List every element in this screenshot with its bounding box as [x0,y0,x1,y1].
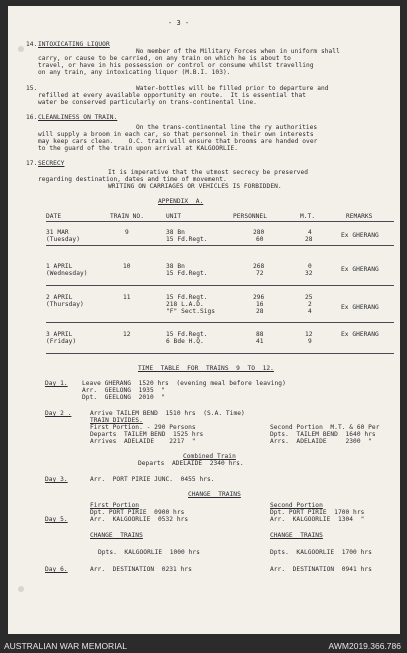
section-text: travel, or have in his possession or control or consume whilst travelling [38,62,314,69]
table-cell: 41 [256,338,264,345]
section-text: No member of the Military Forces when in uniform shall [136,48,340,55]
day-label: Day 1. [45,380,68,387]
table-header: M.T. [300,213,316,220]
section-number: 16. [26,114,38,121]
section-text: WRITING ON CARRIAGES OR VEHICLES IS FORBIDDEN. [108,183,282,190]
timetable-line: Dpts. KALGOORLIE 1700 hrs [270,549,372,556]
day-label: Day 6. [45,566,68,573]
table-header: TRAIN NO. [110,213,144,220]
timetable-line: Dpt. PORT PIRIE 0900 hrs [90,509,185,516]
table-cell: 4 [308,308,312,315]
appendix-title: APPENDIX A. [158,198,204,205]
table-cell: (Wednesday) [46,270,88,277]
timetable-line: Arrive TAILEM BEND 1510 hrs (S.A. Time) [90,410,245,417]
table-cell: 28 [256,308,264,315]
table-cell: 6 Bde H.Q. [166,338,204,345]
table-cell: 16 [256,301,264,308]
table-cell: 38 Bn [166,229,185,236]
page-number: - 3 - [168,19,190,27]
table-header-rule [46,221,394,222]
table-cell: 296 [253,294,265,301]
table-row-rule [46,245,394,246]
section-text: on any train, any intoxicating liquor (M.B.I. 103). [38,69,231,76]
section-number: 17. [26,160,38,167]
section-title: INTOXICATING LIQUOR [38,41,110,48]
change-trains-label: CHANGE TRAINS [270,532,323,539]
punch-hole [18,586,24,592]
table-cell: 72 [256,270,264,277]
table-cell: 25 [305,294,313,301]
table-cell: 15 Fd.Regt. [166,331,208,338]
table-cell: 15 Fd.Regt. [166,270,208,277]
timetable-line: Second Portion [270,502,323,509]
day-label: Day 2 . [45,410,72,417]
timetable-line: Arrives ADELAIDE 2217 " [90,438,196,445]
table-cell: 12 [123,331,131,338]
table-header: PERSONNEL [233,213,267,220]
table-header: DATE [46,213,62,220]
table-cell: 2 APRIL [46,294,73,301]
timetable-line: First Portion. - 290 Persons [90,424,196,431]
section-number: 14. [26,41,38,48]
change-trains-label: CHANGE TRAINS [90,532,143,539]
timetable-line: Arr. GEELONG 1935 " [82,387,166,394]
combined-train-title: Combined Train [183,453,236,460]
table-cell: 280 [253,229,265,236]
day-label: Day 3. [45,476,68,483]
table-cell: 9 [308,338,312,345]
timetable-line: Arr. PORT PIRIE JUNC. 0455 hrs. [90,476,215,483]
table-cell: 38 Bn [166,263,185,270]
section-text: to the guard of the train upon arrival at KALGOORLIE. [38,145,239,152]
table-header: REMARKS [346,213,373,220]
document-page [8,6,400,634]
section-text: On the trans-continental line the ry authorities [136,124,318,131]
table-header: UNIT [166,213,182,220]
section-title: SECRECY [38,160,65,167]
table-cell: 15 Fd.Regt. [166,294,208,301]
timetable-line: TRAIN DIVIDES. [90,417,143,424]
timetable-line: Arrs. ADELAIDE 2300 " [270,438,372,445]
punch-hole [18,46,24,52]
timetable-line: First Portion [90,502,140,509]
table-row-rule [46,322,394,323]
table-bottom-rule [46,353,394,354]
table-cell: 15 Fd.Regt. [166,236,208,243]
table-cell: 9 [125,229,129,236]
section-text: water be conserved particularly on trans-continental line. [38,99,257,106]
footer-bar [0,638,407,653]
table-cell: 2 [308,301,312,308]
section-text: may keep cars clean. O.C. train will ensure that brooms are handed over [38,138,318,145]
table-cell: 10 [123,263,131,270]
change-trains-title: CHANGE TRAINS [188,491,241,498]
timetable-line: Dpts. TAILEM BEND 1640 hrs [270,431,376,438]
timetable-line: Arr. KALGOORLIE 1304 " [270,516,365,523]
table-cell: 88 [256,331,264,338]
section-title: CLEANLINESS ON TRAIN. [38,114,118,121]
day-label: Day 5. [45,516,68,523]
footer-credit: AUSTRALIAN WAR MEMORIAL [4,641,127,651]
timetable-line: Departs TAILEM BEND 1525 hrs [90,431,204,438]
table-cell: 0 [308,263,312,270]
timetable-line: Leave GHERANG 1520 hrs (evening meal before leaving) [82,380,286,387]
table-cell: Ex GHERANG [341,232,379,239]
table-cell: (Thursday) [46,301,84,308]
table-cell: Ex GHERANG [341,266,379,273]
timetable-line: Departs ADELAIDE 2340 hrs. [138,460,244,467]
table-cell: 218 L.A.D. [166,301,204,308]
section-text: will supply a broom in each car, so that personnel in their own interests [38,131,314,138]
table-cell: 60 [256,236,264,243]
timetable-line: Dpts. KALGOORLIE 1000 hrs [98,549,200,556]
timetable-line: Dpt. GEELONG 2010 " [82,394,166,401]
table-cell: 31 MAR [46,229,69,236]
table-cell: 3 APRIL [46,331,73,338]
section-number: 15. [26,85,38,92]
table-cell: 11 [123,294,131,301]
section-text: carry, or cause to be carried, on any train on which he is about to [38,55,291,62]
table-cell: (Tuesday) [46,236,80,243]
section-text: refilled at every available opportunity en route. It is essential that [38,92,307,99]
timetable-line: Arr. DESTINATION 0231 hrs [90,566,192,573]
table-cell: 28 [305,236,313,243]
table-cell: 4 [308,229,312,236]
timetable-title: TIME TABLE FOR TRAINS 9 TO 12. [138,365,274,372]
timetable-line: Arr. KALGOORLIE 0532 hrs [90,516,189,523]
table-cell: Ex GHERANG [341,304,379,311]
section-text: Water-bottles will be filled prior to departure and [136,85,329,92]
section-text: regarding destination, dates and time of movement. [38,176,227,183]
table-cell: (Friday) [46,338,77,345]
table-cell: 268 [253,263,265,270]
table-cell: 12 [305,331,313,338]
timetable-line: Second Portion M.T. & 60 Per [270,424,380,431]
timetable-line: Dpt. PORT PIRIE 1700 hrs [270,509,365,516]
footer-accession-number: AWM2019.366.786 [328,641,401,651]
table-cell: Ex GHERANG [341,331,379,338]
table-row-rule [46,285,394,286]
section-text: It is imperative that the utmost secrecy be preserved [108,169,309,176]
timetable-line: Arr. DESTINATION 0941 hrs [270,566,372,573]
table-cell: "F" Sect.Sigs [166,308,216,315]
table-cell: 1 APRIL [46,263,73,270]
table-cell: 32 [305,270,313,277]
